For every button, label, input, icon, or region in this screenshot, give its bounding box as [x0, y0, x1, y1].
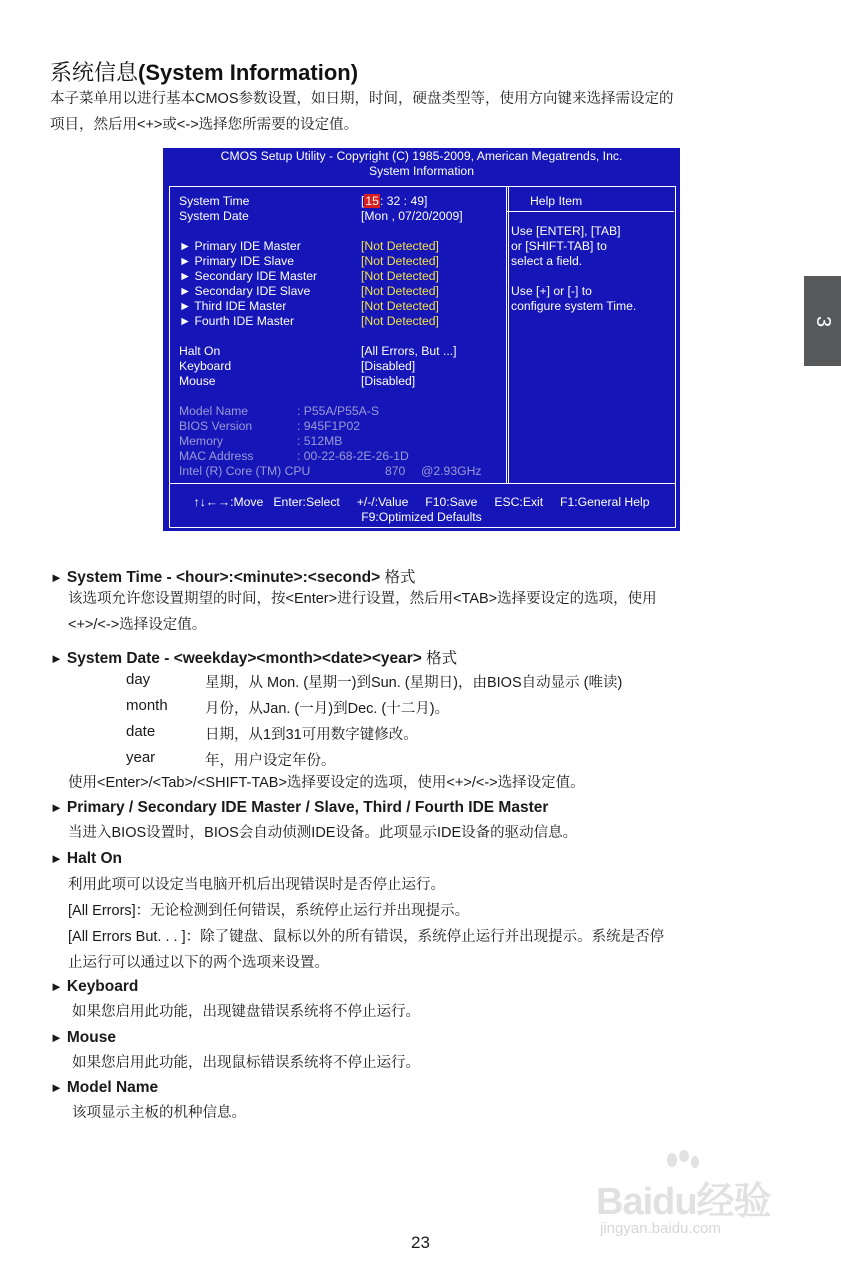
ide-item-value: [Not Detected] — [361, 269, 439, 283]
page-number: 23 — [411, 1233, 430, 1252]
mac-address-label: MAC Address — [179, 449, 254, 463]
halt-on-label[interactable]: Halt On — [179, 344, 221, 358]
time-cursor[interactable]: 15 — [365, 194, 379, 208]
help-line: Use [+] or [-] to — [511, 284, 592, 298]
date-field-desc: 月份，从Jan. (一月)到Dec. (十二月)。 — [205, 701, 450, 717]
date-field-desc: 日期，从1到31可用数字键修改。 — [205, 727, 418, 743]
system-date-note: 使用<Enter>/<Tab>/<SHIFT-TAB>选择要设定的选项，使用<+>/<->选择设定值。 — [68, 775, 585, 791]
system-time-desc-2: <+>/<->选择设定值。 — [68, 617, 207, 633]
bullet-triangle-icon: ► — [50, 1030, 63, 1045]
cpu-model: 870 — [385, 464, 406, 478]
date-field-key: date — [126, 723, 156, 740]
mouse-value[interactable]: [Disabled] — [361, 374, 416, 388]
halt-on-desc: [All Errors But. . . ]：除了键盘、鼠标以外的所有错误，系统停止运行并出现提示。系统是否停 — [68, 929, 665, 945]
ide-item-label[interactable]: ► Fourth IDE Master — [179, 314, 295, 328]
watermark-logo: Baidu经验 — [596, 1181, 771, 1223]
keyboard-value[interactable]: [Disabled] — [361, 359, 416, 373]
section-keyboard: ► Keyboard — [50, 978, 139, 995]
intro-line-1: 本子菜单用以进行基本CMOS参数设置，如日期，时间，硬盘类型等，使用方向键来选择需设定的 — [50, 91, 674, 107]
halt-on-value[interactable]: [All Errors, But ...] — [361, 344, 457, 358]
date-field-key: month — [126, 697, 168, 714]
date-field-key: day — [126, 671, 151, 688]
chapter-tab: 3 — [804, 276, 841, 366]
system-time-value[interactable]: [15: 32 : 49] — [361, 194, 428, 208]
bullet-triangle-icon: ► — [50, 651, 63, 666]
bullet-triangle-icon: ► — [50, 570, 63, 585]
halt-on-desc: [All Errors]：无论检测到任何错误，系统停止运行并出现提示。 — [68, 903, 470, 919]
ide-item-value: [Not Detected] — [361, 314, 439, 328]
system-date-value[interactable]: [Mon , 07/20/2009] — [361, 209, 463, 223]
section-ide: ► Primary / Secondary IDE Master / Slave, Third / Fourth IDE Master — [50, 799, 549, 816]
watermark-url: jingyan.baidu.com — [600, 1220, 721, 1237]
memory-label: Memory — [179, 434, 224, 448]
date-field-key: year — [126, 749, 156, 766]
ide-item-value: [Not Detected] — [361, 239, 439, 253]
bullet-triangle-icon: ► — [50, 851, 63, 866]
title-cn: 系统信息 — [50, 60, 139, 85]
bios-header-line-2: System Information — [369, 164, 474, 178]
bullet-triangle-icon: ► — [50, 979, 63, 994]
ide-item-label[interactable]: ► Third IDE Master — [179, 299, 287, 313]
ide-item-value: [Not Detected] — [361, 299, 439, 313]
section-model-name: ► Model Name — [50, 1079, 159, 1096]
ide-item-label[interactable]: ► Primary IDE Master — [179, 239, 301, 253]
cpu-frequency: @2.93GHz — [421, 464, 482, 478]
bios-key-legend: ↑↓←→:Move Enter:Select +/-/:Value F10:Save ESC:Exit F1:General Help — [193, 495, 650, 509]
ide-item-value: [Not Detected] — [361, 284, 439, 298]
keyboard-desc: 如果您启用此功能，出现键盘错误系统将不停止运行。 — [72, 1004, 420, 1020]
ide-item-label[interactable]: ► Secondary IDE Slave — [179, 284, 311, 298]
system-time-desc-1: 该选项允许您设置期望的时间，按<Enter>进行设置，然后用<TAB>选择要设定的选项，使用 — [68, 591, 657, 607]
bios-header-line-1: CMOS Setup Utility - Copyright (C) 1985-2009, American Megatrends, Inc. — [220, 149, 623, 163]
help-line: configure system Time. — [511, 299, 637, 313]
bullet-triangle-icon: ► — [50, 1080, 63, 1095]
help-line: or [SHIFT-TAB] to — [511, 239, 607, 253]
bios-key-legend-2: F9:Optimized Defaults — [361, 510, 482, 524]
halt-on-desc: 止运行可以通过以下的两个选项来设置。 — [68, 955, 329, 971]
title-en: (System Information) — [138, 60, 359, 85]
section-system-date: ► System Date - <weekday><month><date><year> 格式 — [50, 650, 458, 667]
section-system-time: ► System Time - <hour>:<minute>:<second> 格式 — [50, 569, 416, 586]
help-divider — [506, 211, 674, 212]
model-name-label: Model Name — [179, 404, 249, 418]
system-date-label[interactable]: System Date — [179, 209, 249, 223]
section-mouse: ► Mouse — [50, 1029, 116, 1046]
date-field-desc: 年，用户设定年份。 — [205, 753, 336, 769]
mouse-label[interactable]: Mouse — [179, 374, 216, 388]
ide-item-label[interactable]: ► Primary IDE Slave — [179, 254, 295, 268]
date-field-desc: 星期，从 Mon. (星期一)到Sun. (星期日)，由BIOS自动显示 (唯读) — [205, 675, 623, 691]
intro-line-2: 项目，然后用<+>或<->选择您所需要的设定值。 — [50, 117, 359, 133]
mouse-desc: 如果您启用此功能，出现鼠标错误系统将不停止运行。 — [72, 1055, 420, 1071]
ide-desc: 当进入BIOS设置时，BIOS会自动侦测IDE设备。此项显示IDE设备的驱动信息。 — [68, 825, 578, 841]
ide-item-value: [Not Detected] — [361, 254, 439, 268]
bios-version-value: : 945F1P02 — [297, 419, 361, 433]
bullet-triangle-icon: ► — [50, 800, 63, 815]
halt-on-desc: 利用此项可以设定当电脑开机后出现错误时是否停止运行。 — [68, 877, 445, 893]
section-halt-on: ► Halt On — [50, 850, 122, 867]
memory-value: : 512MB — [297, 434, 343, 448]
ide-item-label[interactable]: ► Secondary IDE Master — [179, 269, 318, 283]
help-line: select a field. — [511, 254, 583, 268]
mac-address-value: : 00-22-68-2E-26-1D — [297, 449, 409, 463]
cpu-label: Intel (R) Core (TM) CPU — [179, 464, 311, 478]
model-name-value: : P55A/P55A-S — [297, 404, 379, 418]
bios-version-label: BIOS Version — [179, 419, 253, 433]
system-time-label[interactable]: System Time — [179, 194, 250, 208]
bios-screen — [163, 148, 680, 531]
help-line: Use [ENTER], [TAB] — [511, 224, 621, 238]
model-name-desc: 该项显示主板的机种信息。 — [72, 1105, 246, 1121]
page-title — [50, 56, 358, 87]
help-item-title: Help Item — [530, 194, 583, 208]
keyboard-label[interactable]: Keyboard — [179, 359, 232, 373]
